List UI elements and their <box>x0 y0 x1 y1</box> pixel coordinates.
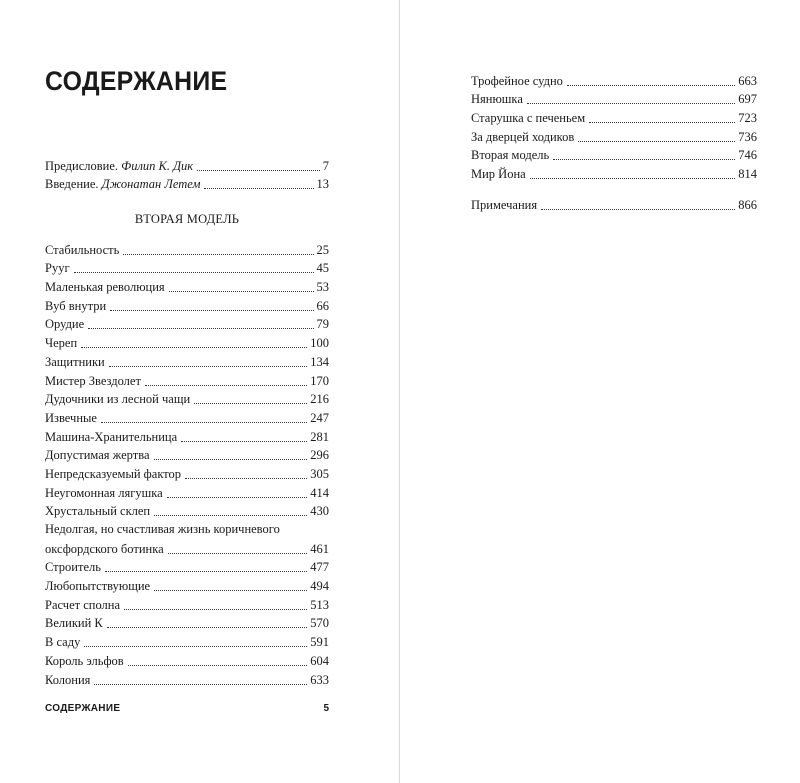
toc-entry[interactable] <box>471 127 757 146</box>
toc-entry[interactable] <box>45 670 329 689</box>
toc-entry-page: 25 <box>316 242 329 257</box>
leader-dots <box>81 347 307 348</box>
toc-entry-page: 633 <box>310 672 329 687</box>
page-spine-divider <box>399 0 400 783</box>
toc-entry-notes[interactable] <box>471 195 757 214</box>
toc-entry-title: Череп <box>45 336 78 351</box>
toc-entry-introduction[interactable] <box>45 175 329 194</box>
toc-entry-title: Предисловие. Филип К. Дик <box>45 158 194 173</box>
toc-entry-title: Нянюшка <box>471 92 523 107</box>
toc-entry[interactable] <box>45 464 329 483</box>
toc-entry[interactable] <box>45 651 329 670</box>
toc-entry[interactable] <box>45 595 329 614</box>
toc-entry-page: 66 <box>316 298 329 313</box>
toc-entry-page: 430 <box>310 504 329 519</box>
toc-entry-page: 13 <box>316 177 329 192</box>
leader-dots <box>167 497 308 498</box>
leader-dots <box>530 178 736 179</box>
toc-entry-title: Колония <box>45 672 91 687</box>
toc-entry[interactable] <box>471 164 757 183</box>
leader-dots <box>541 209 735 210</box>
leader-dots <box>185 478 307 479</box>
toc-entry-title: Великий К <box>45 616 103 631</box>
toc-entry-page: 723 <box>738 111 757 126</box>
toc-entry[interactable] <box>45 390 329 409</box>
toc-entry[interactable] <box>471 108 757 127</box>
story-list-right <box>471 71 757 183</box>
toc-entry[interactable] <box>45 483 329 502</box>
toc-entry-page: 461 <box>310 541 329 556</box>
toc-entry[interactable] <box>45 632 329 651</box>
toc-entry-page: 746 <box>738 148 757 163</box>
toc-entry-page: 305 <box>310 466 329 481</box>
toc-entry[interactable] <box>45 446 329 465</box>
toc-entry-title: оксфордского ботинка <box>45 541 164 556</box>
leader-dots <box>567 85 735 86</box>
running-footer-title: СОДЕРЖАНИЕ <box>45 703 121 714</box>
toc-entry-page: 697 <box>738 92 757 107</box>
toc-entry-long-line2[interactable] <box>45 539 329 558</box>
leader-dots <box>197 170 320 171</box>
toc-entry-title: Неугомонная лягушка <box>45 485 163 500</box>
leader-dots <box>124 609 307 610</box>
leader-dots <box>123 254 313 255</box>
leader-dots <box>553 159 735 160</box>
toc-entry-title: Машина-Хранительница <box>45 429 178 444</box>
leader-dots <box>74 272 314 273</box>
leader-dots <box>101 422 307 423</box>
toc-entry-title: Рууг <box>45 261 70 276</box>
toc-entry-title: Орудие <box>45 317 85 332</box>
toc-entry[interactable] <box>45 558 329 577</box>
toc-entry-long-line1[interactable]: Недолгая, но счастливая жизнь коричневого <box>45 522 280 537</box>
toc-entry-title: Стабильность <box>45 242 120 257</box>
toc-entry-page: 866 <box>738 197 757 212</box>
toc-entry[interactable] <box>45 614 329 633</box>
leader-dots <box>154 459 308 460</box>
toc-entry-page: 477 <box>310 560 329 575</box>
toc-entry[interactable] <box>471 90 757 109</box>
toc-entry[interactable] <box>45 408 329 427</box>
toc-entry-title: Примечания <box>471 197 538 212</box>
leader-dots <box>154 515 307 516</box>
toc-entry-title: Введение. Джонатан Летем <box>45 177 201 192</box>
toc-entry-title: Мир Йона <box>471 167 526 182</box>
toc-entry-title: Король эльфов <box>45 653 124 668</box>
leader-dots <box>194 403 307 404</box>
leader-dots <box>84 646 307 647</box>
toc-entry-title: Расчет сполна <box>45 597 121 612</box>
toc-entry-page: 79 <box>316 317 329 332</box>
leader-dots <box>110 310 313 311</box>
toc-entry-title: Допустимая жертва <box>45 448 150 463</box>
toc-entry[interactable] <box>45 502 329 521</box>
leader-dots <box>527 103 735 104</box>
toc-entry-page: 281 <box>310 429 329 444</box>
toc-entry-page: 736 <box>738 129 757 144</box>
toc-entry-page: 170 <box>310 373 329 388</box>
toc-entry-page: 570 <box>310 616 329 631</box>
toc-entry-title: За дверцей ходиков <box>471 129 575 144</box>
toc-entry-page: 414 <box>310 485 329 500</box>
toc-entry-title: Старушка с печеньем <box>471 111 586 126</box>
section-heading: ВТОРАЯ МОДЕЛЬ <box>134 212 240 226</box>
running-footer-page-number: 5 <box>323 703 329 714</box>
toc-entry-title: В саду <box>45 635 81 650</box>
leader-dots <box>169 291 314 292</box>
toc-entry-page: 814 <box>738 167 757 182</box>
toc-entry-page: 296 <box>310 448 329 463</box>
toc-entry-page: 45 <box>316 261 329 276</box>
leader-dots <box>105 571 307 572</box>
toc-entry-title: Строитель <box>45 560 101 575</box>
toc-entry-page: 494 <box>310 579 329 594</box>
toc-entry-page: 134 <box>310 354 329 369</box>
toc-entry-page: 7 <box>322 158 329 173</box>
toc-entry[interactable] <box>45 259 329 278</box>
toc-entry[interactable] <box>45 333 329 352</box>
toc-entry[interactable] <box>471 71 757 90</box>
toc-entry[interactable] <box>45 427 329 446</box>
toc-entry-title: Маленькая революция <box>45 280 165 295</box>
toc-entry-title: Трофейное судно <box>471 73 563 88</box>
toc-entry-title: Вторая модель <box>471 148 550 163</box>
toc-entry[interactable] <box>45 352 329 371</box>
toc-entry-page: 513 <box>310 597 329 612</box>
toc-entry[interactable] <box>45 296 329 315</box>
toc-entry[interactable] <box>45 371 329 390</box>
toc-entry-page: 663 <box>738 73 757 88</box>
toc-entry-title: Непредсказуемый фактор <box>45 466 182 481</box>
leader-dots <box>204 188 313 189</box>
toc-entry-title: Защитники <box>45 354 105 369</box>
page-title: СОДЕРЖАНИЕ <box>45 66 228 96</box>
toc-entry-page: 216 <box>310 392 329 407</box>
toc-entry-page: 53 <box>316 280 329 295</box>
toc-entry-title: Дудочники из лесной чащи <box>45 392 191 407</box>
leader-dots <box>94 684 307 685</box>
leader-dots <box>181 441 307 442</box>
toc-entry-title: Извечные <box>45 410 97 425</box>
toc-entry-page: 604 <box>310 653 329 668</box>
toc-entry-title: Вуб внутри <box>45 298 107 313</box>
story-list-left <box>45 240 329 689</box>
toc-entry-title: Мистер Звездолет <box>45 373 141 388</box>
leader-dots <box>107 627 308 628</box>
front-matter-list <box>45 156 329 193</box>
toc-entry[interactable] <box>45 315 329 334</box>
toc-entry-page: 100 <box>310 336 329 351</box>
toc-entry[interactable] <box>45 277 329 296</box>
notes-list <box>471 195 757 214</box>
toc-entry-title: Хрустальный склеп <box>45 504 151 519</box>
leader-dots <box>109 366 308 367</box>
leader-dots <box>88 328 313 329</box>
toc-entry-title: Любопытствующие <box>45 579 151 594</box>
leader-dots <box>154 590 307 591</box>
toc-entry[interactable] <box>45 240 329 259</box>
toc-entry-preface[interactable] <box>45 156 329 175</box>
leader-dots <box>168 553 308 554</box>
leader-dots <box>128 665 308 666</box>
toc-entry[interactable] <box>45 576 329 595</box>
toc-entry-page: 591 <box>310 635 329 650</box>
leader-dots <box>578 141 735 142</box>
leader-dots <box>589 122 735 123</box>
leader-dots <box>145 385 307 386</box>
toc-entry-page: 247 <box>310 410 329 425</box>
toc-entry[interactable] <box>471 146 757 165</box>
